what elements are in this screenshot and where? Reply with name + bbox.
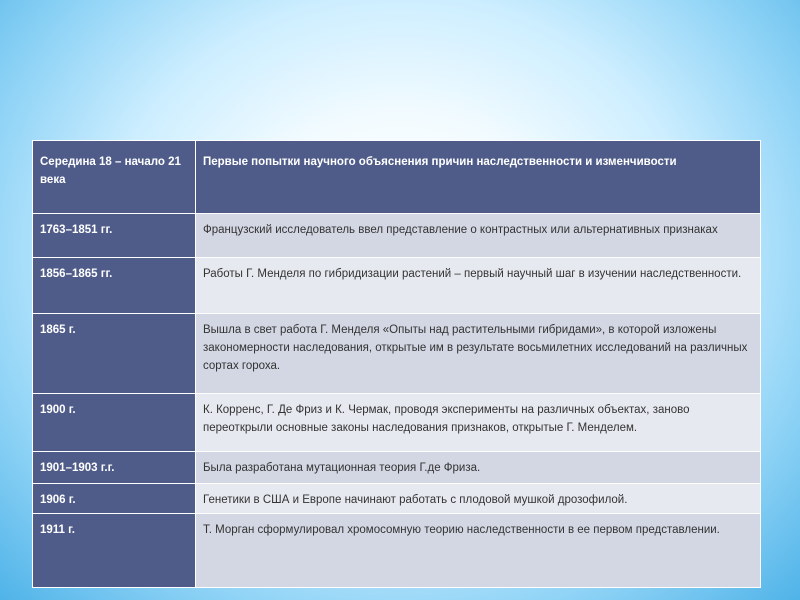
- timeline-table: [32, 140, 761, 588]
- table-row: [33, 214, 761, 258]
- date-cell: 1906 г.: [33, 484, 196, 514]
- date-cell: 1901–1903 г.г.: [33, 452, 196, 484]
- date-cell: 1865 г.: [33, 314, 196, 394]
- description-cell: Французский исследователь ввел представление о контрастных или альтернативных признаках: [196, 214, 761, 258]
- description-cell: Генетики в США и Европе начинают работать с плодовой мушкой дрозофилой.: [196, 484, 761, 514]
- date-cell: 1911 г.: [33, 514, 196, 588]
- description-cell: Вышла в свет работа Г. Менделя «Опыты над растительными гибридами», в которой изложены закономерности наследования, открытые им в результате восьмилетних исследований на различных сортах гороха.: [196, 314, 761, 394]
- description-cell: Работы Г. Менделя по гибридизации растений – первый научный шаг в изучении наследственности.: [196, 258, 761, 314]
- table-header-row: [33, 141, 761, 214]
- date-cell: 1763–1851 гг.: [33, 214, 196, 258]
- table-row: [33, 258, 761, 314]
- description-cell: Была разработана мутационная теория Г.де Фриза.: [196, 452, 761, 484]
- date-cell: 1856–1865 гг.: [33, 258, 196, 314]
- table-row: [33, 484, 761, 514]
- table-row: [33, 394, 761, 452]
- date-cell: 1900 г.: [33, 394, 196, 452]
- description-cell: К. Корренс, Г. Де Фриз и К. Чермак, проводя эксперименты на различных объектах, заново переоткрыли основные законы наследования признаков, открытые Г. Менделем.: [196, 394, 761, 452]
- header-period-cell: Середина 18 – начало 21 века: [33, 141, 196, 214]
- table-row: [33, 514, 761, 588]
- description-cell: Т. Морган сформулировал хромосомную теорию наследственности в ее первом представлении.: [196, 514, 761, 588]
- table-row: [33, 314, 761, 394]
- table-row: [33, 452, 761, 484]
- header-title-cell: Первые попытки научного объяснения причин наследственности и изменчивости: [196, 141, 761, 214]
